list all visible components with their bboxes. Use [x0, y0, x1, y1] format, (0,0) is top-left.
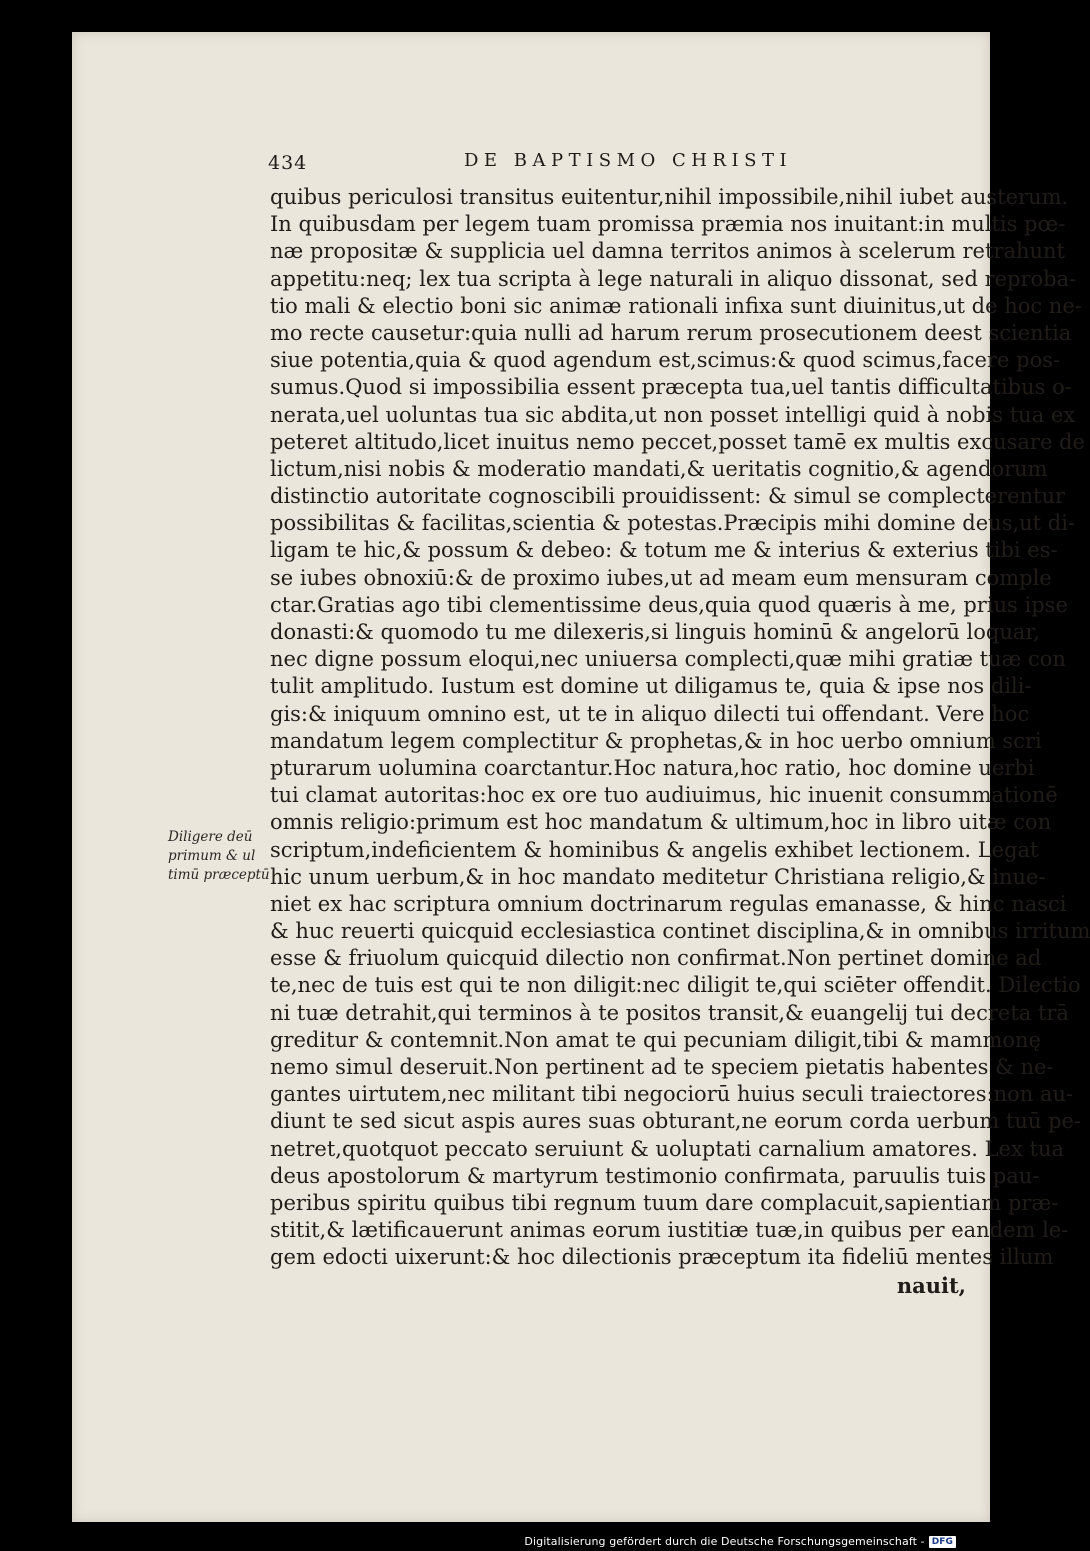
margin-note-line: timū præceptū — [168, 867, 270, 883]
text-line: possibilitas & facilitas,scientia & potestas.Præcipis mihi domine deus,ut di- — [270, 511, 1076, 536]
text-line: & huc reuerti quicquid ecclesiastica continet disciplina,& in omnibus irritum — [270, 919, 1090, 944]
catchword: nauit, — [896, 1272, 966, 1298]
text-line: gis:& iniquum omnino est, ut te in aliquo dilecti tui offendant. Vere hoc — [270, 701, 1030, 726]
text-line: donasti:& quomodo tu me dilexeris,si linguis hominū & angelorū loquar, — [270, 620, 1040, 644]
text-line: nec digne possum eloqui,nec uniuersa complecti,quæ mihi gratiæ tuæ con — [270, 647, 1066, 672]
text-line: stitit,& lætificauerunt animas eorum iustitiæ tuæ,in quibus per eandem le- — [270, 1218, 1069, 1243]
text-line: niet ex hac scriptura omnium doctrinarum regulas emanasse, & hinc nasci — [270, 891, 1067, 916]
text-line: appetitu:neq; lex tua scripta à lege naturali in aliquo dissonat, sed reproba- — [270, 266, 1077, 291]
margin-note-line: primum & ul — [168, 848, 256, 864]
text-line: gem edocti uixerunt:& hoc dilectionis præceptum ita fideliū mentes illum — [270, 1245, 1054, 1270]
text-line: tulit amplitudo. Iustum est domine ut diligamus te, quia & ipse nos dili- — [270, 674, 1032, 699]
text-line: quibus periculosi transitus euitentur,nihil impossibile,nihil iubet austerum. — [270, 185, 1069, 209]
text-line: peteret altitudo,licet inuitus nemo peccet,posset tamē ex multis excusare de — [270, 429, 1085, 454]
credit-text: Digitalisierung gefördert durch die Deutsche Forschungsgemeinschaft - — [524, 1535, 925, 1548]
text-line: gantes uirtutem,nec militant tibi negociorū huius seculi traiectores:non au- — [270, 1082, 1074, 1107]
text-line: hic unum uerbum,& in hoc mandato meditetur Christiana religio,& inue- — [270, 864, 1046, 889]
text-line: siue potentia,quia & quod agendum est,scimus:& quod scimus,facere pos- — [270, 348, 1061, 373]
text-line: ctar.Gratias ago tibi clementissime deus,quia quod quæris à me, prius ipse — [270, 592, 1068, 617]
text-line: diunt te sed sicut aspis aures suas obturant,ne eorum corda uerbum tuū pe- — [270, 1109, 1082, 1134]
text-line: sumus.Quod si impossibilia essent præcepta tua,uel tantis difficultatibus o- — [270, 375, 1072, 400]
text-line: ni tuæ detrahit,qui terminos à te positos transit,& euangelij tui decreta trā — [270, 1000, 1069, 1025]
text-line: omnis religio:primum est hoc mandatum & ultimum,hoc in libro uitæ con — [270, 810, 1052, 835]
text-line: se iubes obnoxiū:& de proximo iubes,ut ad meam eum mensuram comple — [270, 565, 1052, 590]
text-line: mo recte causetur:quia nulli ad harum rerum prosecutionem deest scientia — [270, 320, 1072, 345]
text-line: tio mali & electio boni sic animæ rationali infixa sunt diuinitus,ut de hoc ne- — [270, 293, 1082, 318]
text-line: netret,quotquot peccato seruiunt & uoluptati carnalium amatores. Lex tua — [270, 1136, 1064, 1161]
text-line: peribus spiritu quibus tibi regnum tuum dare complacuit,sapientiam præ- — [270, 1190, 1059, 1215]
running-head: DE BAPTISMO CHRISTI — [464, 150, 793, 171]
text-line: esse & friuolum quicquid dilectio non confirmat.Non pertinet domine ad — [270, 946, 1042, 971]
digitization-credit — [524, 1535, 956, 1548]
text-line: In quibusdam per legem tuam promissa præmia nos inuitant:in multis pœ- — [270, 212, 1066, 237]
book-page — [72, 32, 1090, 1522]
text-line: te,nec de tuis est qui te non diligit:nec diligit te,qui sciēter offendit. Dilectio — [270, 973, 1081, 998]
text-line: scriptum,indeficientem & hominibus & angelis exhibet lectionem. Legat — [270, 837, 1039, 862]
margin-note-line: Diligere deū — [168, 829, 253, 845]
text-line: ligam te hic,& possum & debeo: & totum me & interius & exterius tibi es- — [270, 538, 1058, 563]
text-line: greditur & contemnit.Non amat te qui pecuniam diligit,tibi & mammonę — [270, 1027, 1041, 1052]
text-line: mandatum legem complectitur & prophetas,& in hoc uerbo omnium scri — [270, 728, 1042, 753]
text-line: nemo simul deseruit.Non pertinent ad te speciem pietatis habentes & ne- — [270, 1055, 1054, 1079]
text-line: næ propositæ & supplicia uel damna territos animos à scelerum retrahunt — [270, 239, 1065, 264]
text-line: nerata,uel uoluntas tua sic abdita,ut non posset intelligi quid à nobis tua ex — [270, 402, 1076, 427]
page-header — [268, 150, 968, 180]
text-line: distinctio autoritate cognoscibili prouidissent: & simul se complecterentur — [270, 484, 1066, 509]
page-number: 434 — [268, 152, 308, 174]
text-line: tui clamat autoritas:hoc ex ore tuo audiuimus, hic inuenit consummationē — [270, 783, 1058, 808]
text-line: lictum,nisi nobis & moderatio mandati,& ueritatis cognitio,& agendorum — [270, 456, 1048, 481]
margin-note — [168, 828, 268, 885]
text-line: pturarum uolumina coarctantur.Hoc natura,hoc ratio, hoc domine uerbi — [270, 755, 1035, 780]
body-text — [270, 184, 1090, 1299]
dfg-logo-icon: DFG — [929, 1536, 956, 1548]
text-line: deus apostolorum & martyrum testimonio confirmata, paruulis tuis pau- — [270, 1163, 1040, 1188]
